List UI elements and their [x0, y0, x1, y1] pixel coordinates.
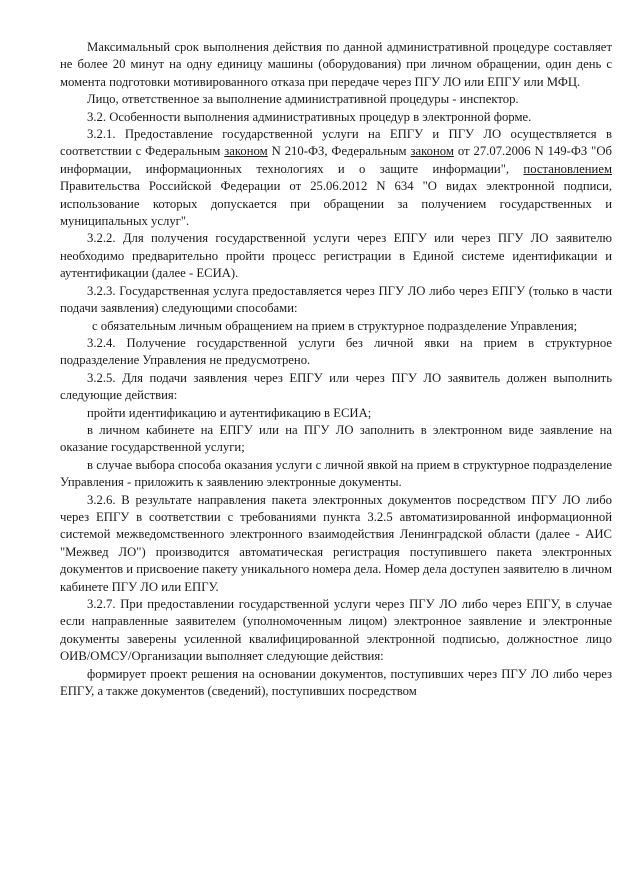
law-link[interactable]: законом: [410, 144, 454, 159]
text-span: N 210-ФЗ, Федеральным: [267, 144, 411, 159]
list-item-identification: пройти идентификацию и аутентификацию в ЕСИА;: [87, 405, 372, 420]
paragraph-personal-appeal: с обязательным личным обращением на прием в структурное подразделение Управления;: [92, 318, 578, 333]
paragraph-3-2-7: 3.2.7. При предоставлении государственной услуги через ПГУ ЛО либо через ЕПГУ, в случае если направленные заявителем (уполномоченным лицом) электронное заявление и электронные документы заверены усиленной квалифицированной электронной подписью, должностное лицо ОИВ/ОМСУ/Организации выполняет следующие действия:: [60, 597, 612, 664]
section-heading-3-2: 3.2. Особенности выполнения административных процедур в электронной форме.: [87, 109, 532, 124]
text-span: от 27.07.2006 N 149-ФЗ "Об информации, информационных технологиях и о защите информации",: [60, 144, 612, 176]
text-span: 3.2.1. Предоставление государственной услуги на ЕПГУ и ПГУ ЛО осуществляется в соответствии с Федеральным: [60, 127, 612, 159]
paragraph-3-2-3: 3.2.3. Государственная услуга предоставляется через ПГУ ЛО либо через ЕПГУ (только в части подачи заявления) следующими способами:: [60, 283, 612, 316]
paragraph-responsible: Лицо, ответственное за выполнение административной процедуры - инспектор.: [87, 92, 519, 107]
paragraph-3-2-6: 3.2.6. В результате направления пакета электронных документов посредством ПГУ ЛО либо через ЕПГУ в соответствии с требованиями пункта 3.2.5 автоматизированной информационной системой межведомственного электронного взаимодействия Ленинградской области (далее - АИС "Межвед ЛО") производится автоматическая регистрация поступившего пакета электронных документов и присвоение пакету уникального номера дела. Номер дела доступен заявителю в личном кабинете ПГУ ЛО или ЕПГУ.: [60, 492, 612, 594]
text-span: Правительства Российской Федерации от 25.06.2012 N 634 "О видах электронной подписи, использование которых допускается при обращении за получением государственных и муниципальных услуг".: [60, 179, 612, 229]
list-item-attach-docs: в случае выбора способа оказания услуги с личной явкой на прием в структурное подразделение Управления - приложить к заявлению электронные документы.: [60, 457, 612, 490]
law-link[interactable]: законом: [224, 144, 268, 159]
paragraph-draft-decision: формирует проект решения на основании документов, поступивших через ПГУ ЛО либо через ЕПГУ, а также документов (сведений), поступивших посредством: [60, 666, 612, 699]
document-body: [60, 39, 612, 700]
paragraph-3-2-4: 3.2.4. Получение государственной услуги без личной явки на прием в структурное подразделение Управления не предусмотрено.: [60, 335, 612, 368]
paragraph-3-2-2: 3.2.2. Для получения государственной услуги через ЕПГУ или через ПГУ ЛО заявителю необходимо предварительно пройти процесс регистрации в Единой системе идентификации и аутентификации (далее - ЕСИА).: [60, 231, 612, 281]
paragraph-3-2-1: [60, 126, 612, 230]
paragraph-max-time: Максимальный срок выполнения действия по данной административной процедуре составляет не более 20 минут на одну единицу машины (оборудования) при личном обращении, один день с момента подготовки мотивированного отказа при передаче через ПГУ ЛО или ЕПГУ или МФЦ.: [60, 40, 612, 89]
list-item-fill-form: в личном кабинете на ЕПГУ или на ПГУ ЛО заполнить в электронном виде заявление на оказание государственной услуги;: [60, 422, 612, 455]
resolution-link[interactable]: постановлением: [523, 161, 612, 176]
paragraph-3-2-5: 3.2.5. Для подачи заявления через ЕПГУ или через ПГУ ЛО заявитель должен выполнить следующие действия:: [60, 370, 612, 403]
